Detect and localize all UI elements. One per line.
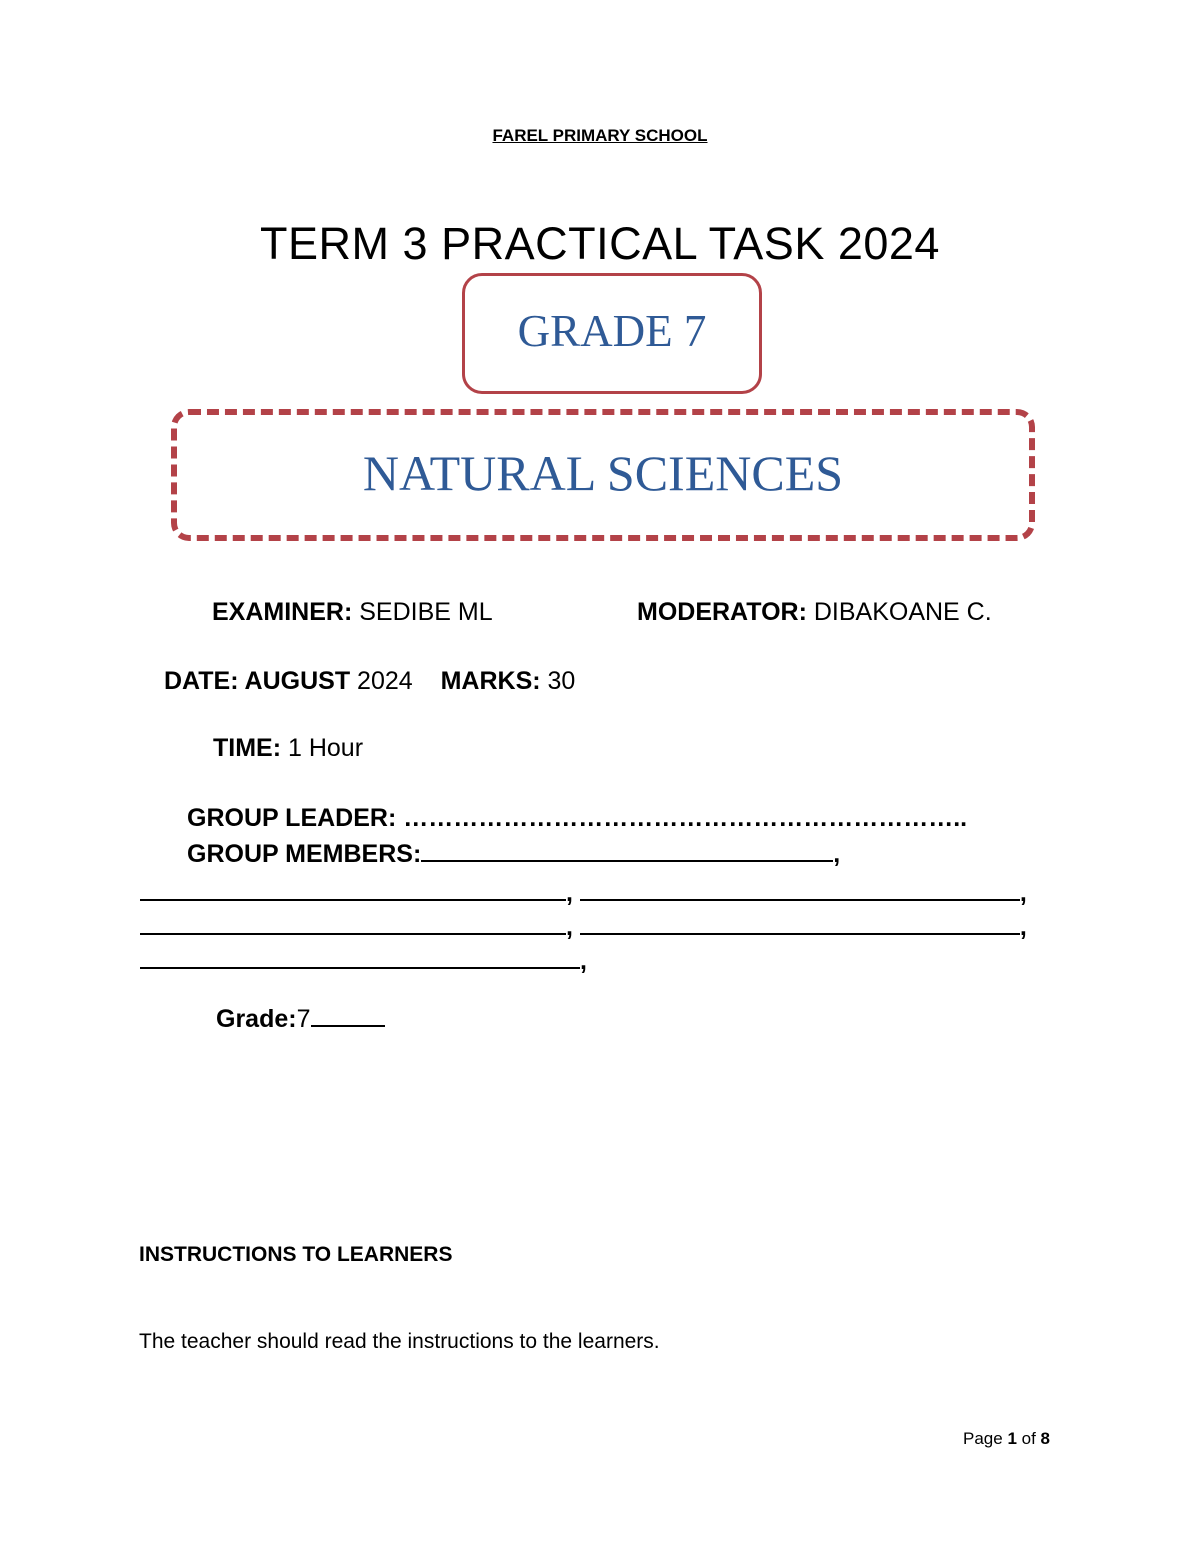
subject-heading: NATURAL SCIENCES [362, 445, 844, 501]
moderator-value: DIBAKOANE C. [806, 598, 992, 626]
time-label: TIME: [213, 734, 282, 762]
member-blank-3[interactable] [580, 877, 1020, 901]
moderator-label: MODERATOR: [637, 598, 807, 626]
member-comma-1: , [833, 840, 841, 868]
subject-box [171, 409, 1035, 541]
examiner-line [212, 598, 493, 627]
members-row-1 [140, 877, 1027, 908]
marks-value: 30 [540, 667, 576, 695]
grade-heading: GRADE 7 [517, 305, 707, 356]
page-current: 1 [1007, 1429, 1017, 1448]
instructions-heading: INSTRUCTIONS TO LEARNERS [139, 1243, 453, 1266]
page-total: 8 [1040, 1429, 1050, 1448]
member-comma-4: , [566, 913, 573, 941]
member-blank-1[interactable] [421, 838, 833, 862]
member-comma-2: , [566, 879, 573, 907]
member-comma-6: , [580, 947, 587, 975]
member-blank-5[interactable] [580, 911, 1020, 935]
group-members-line [187, 838, 840, 869]
grade-field-line [216, 1003, 385, 1034]
members-row-3 [140, 945, 587, 976]
member-comma-3: , [1019, 879, 1027, 907]
page-word: Page [963, 1429, 1008, 1448]
page-of-word: of [1016, 1429, 1041, 1448]
member-blank-6[interactable] [140, 945, 580, 969]
task-title: TERM 3 PRACTICAL TASK 2024 [260, 218, 940, 269]
examiner-value: SEDIBE ML [352, 598, 493, 626]
group-leader-label: GROUP LEADER: [187, 804, 404, 832]
grade-class-blank[interactable] [311, 1003, 385, 1027]
time-value: 1 Hour [281, 734, 364, 762]
school-name: FAREL PRIMARY SCHOOL [492, 126, 708, 145]
member-blank-4[interactable] [140, 911, 566, 935]
grade-field-value: 7 [296, 1005, 311, 1033]
date-label: DATE: AUGUST [164, 667, 351, 695]
time-line [213, 734, 363, 763]
moderator-line [637, 598, 992, 627]
member-blank-2[interactable] [140, 877, 566, 901]
member-comma-5: , [1019, 913, 1027, 941]
marks-label: MARKS: [440, 667, 541, 695]
date-marks-line [164, 667, 575, 696]
examiner-label: EXAMINER: [212, 598, 353, 626]
instructions-text: The teacher should read the instructions to the learners. [139, 1330, 660, 1353]
grade-field-label: Grade: [216, 1005, 297, 1033]
members-row-2 [140, 911, 1027, 942]
date-value: 2024 [350, 667, 413, 695]
group-leader-line [187, 804, 967, 833]
page-number [963, 1429, 1050, 1449]
grade-box [462, 273, 762, 394]
group-members-label: GROUP MEMBERS: [187, 840, 422, 868]
group-leader-field[interactable]: ………………………………………………………….. [403, 804, 968, 832]
